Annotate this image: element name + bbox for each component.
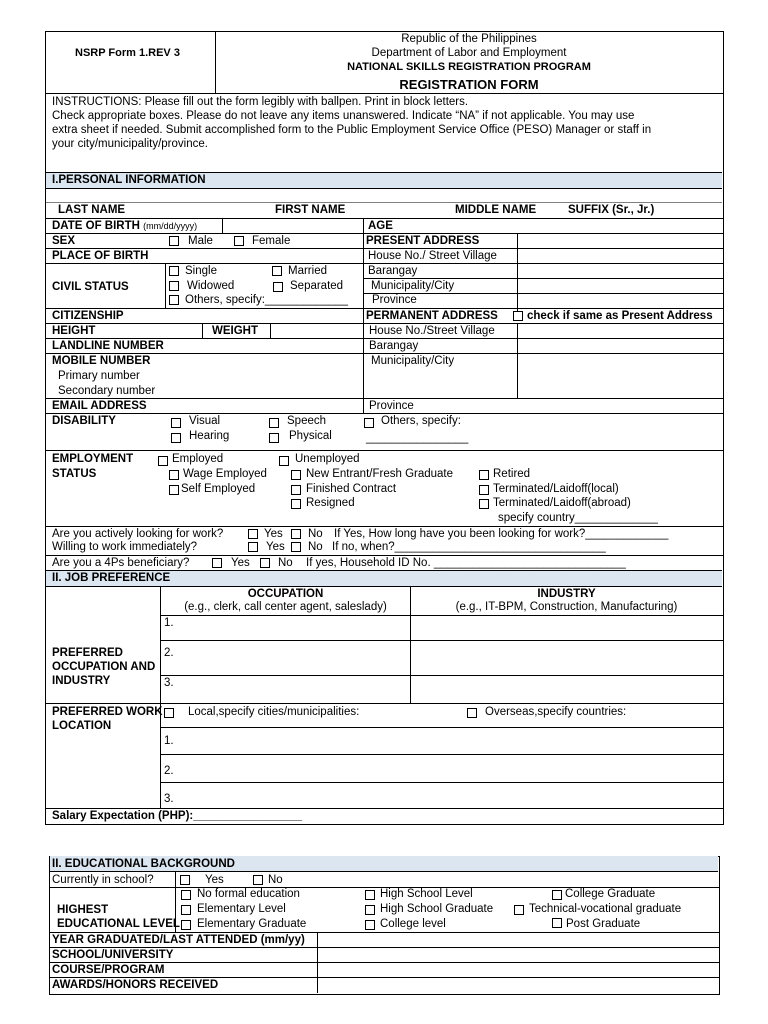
- place-of-birth-label: PLACE OF BIRTH: [52, 250, 149, 262]
- physical-label: Physical: [289, 430, 332, 442]
- looking-for-work-question: Are you actively looking for work?: [52, 528, 224, 540]
- others-disability-checkbox[interactable]: [364, 418, 374, 428]
- preferred-location-label-2: LOCATION: [52, 720, 112, 732]
- barangay-label: Barangay: [368, 265, 418, 277]
- hs-level-checkbox[interactable]: [365, 890, 375, 900]
- row-line: [45, 218, 723, 219]
- row-line: [160, 615, 723, 616]
- job-left-divider: [160, 586, 161, 808]
- row-line: [49, 932, 719, 933]
- house-no-label: House No./ Street Village: [368, 250, 497, 262]
- in-school-no-label: No: [268, 874, 283, 886]
- header-line3: NATIONAL SKILLS REGISTRATION PROGRAM: [347, 61, 591, 73]
- secondary-number-label: Secondary number: [58, 385, 156, 397]
- preferred-occupation-label-3: INDUSTRY: [52, 675, 111, 687]
- row-line: [49, 962, 719, 963]
- fourps-question: Are you a 4Ps beneficiary?: [52, 557, 190, 569]
- municipality2-label: Municipality/City: [371, 355, 455, 367]
- employed-checkbox[interactable]: [158, 456, 168, 466]
- college-grad-checkbox[interactable]: [552, 890, 562, 900]
- row-line: [45, 308, 723, 309]
- preferred-location-label-1: PREFERRED WORK: [52, 706, 163, 718]
- wage-employed-label: Wage Employed: [183, 468, 267, 480]
- hearing-label: Hearing: [189, 430, 230, 442]
- section-job-title: II. JOB PREFERENCE: [52, 572, 171, 584]
- in-school-no-checkbox[interactable]: [253, 875, 263, 885]
- willing-question: Willing to work immediately?: [52, 541, 198, 553]
- municipality-label: Municipality/City: [371, 280, 455, 292]
- currently-in-school-label: Currently in school?: [52, 874, 154, 886]
- highest-edu-label-1: HIGHEST: [57, 904, 109, 916]
- email-label: EMAIL ADDRESS: [52, 400, 147, 412]
- terminated-abroad-label: Terminated/Laidoff(abroad): [493, 497, 631, 509]
- mobile-label: MOBILE NUMBER: [52, 355, 151, 367]
- email-divider: [363, 398, 364, 413]
- speech-label: Speech: [287, 415, 327, 427]
- header-line2: Department of Labor and Employment: [371, 47, 567, 59]
- header-bottom-line: [45, 93, 723, 94]
- post-grad-checkbox[interactable]: [552, 918, 562, 928]
- in-school-yes-label: Yes: [205, 874, 224, 886]
- industry-header: INDUSTRY: [537, 588, 596, 600]
- address-value-divider: [517, 233, 518, 311]
- new-entrant-label: New Entrant/Fresh Graduate: [306, 468, 454, 480]
- terminated-local-label: Terminated/Laidoff(local): [493, 483, 619, 495]
- row-line: [49, 947, 719, 948]
- height-divider: [202, 323, 203, 338]
- instructions-line1: INSTRUCTIONS: Please fill out the form legibly with ballpen. Print in block letters.: [52, 96, 469, 108]
- row-line: [160, 640, 723, 641]
- row-line: [160, 727, 723, 728]
- hs-level-label: High School Level: [380, 888, 473, 900]
- industry-example: (e.g., IT-BPM, Construction, Manufacturing): [455, 601, 678, 613]
- in-school-yes-checkbox[interactable]: [180, 875, 190, 885]
- married-checkbox[interactable]: [272, 266, 282, 276]
- middle-name-label: MIDDLE NAME: [455, 204, 537, 216]
- row-line: [363, 293, 723, 294]
- fourps-yes-label: Yes: [231, 557, 250, 569]
- finished-contract-checkbox[interactable]: [291, 485, 301, 495]
- salary-expectation: Salary Expectation (PHP):_________________: [52, 810, 302, 822]
- location-row-3: 3.: [164, 793, 174, 805]
- college-level-checkbox[interactable]: [365, 920, 375, 930]
- occupation-row-1: 1.: [164, 617, 174, 629]
- willing-yes-checkbox[interactable]: [248, 542, 258, 552]
- resigned-label: Resigned: [306, 497, 355, 509]
- section-education-title: II. EDUCATIONAL BACKGROUND: [52, 858, 235, 870]
- dob-label-text: DATE OF BIRTH: [52, 220, 140, 232]
- landline-label: LANDLINE NUMBER: [52, 340, 164, 352]
- visual-label: Visual: [189, 415, 221, 427]
- civil-status-label: CIVIL STATUS: [52, 281, 129, 293]
- single-checkbox[interactable]: [169, 266, 179, 276]
- widowed-checkbox[interactable]: [169, 281, 179, 291]
- terminated-abroad-checkbox[interactable]: [479, 499, 489, 509]
- dob-label: [52, 220, 197, 233]
- present-address-label: PRESENT ADDRESS: [366, 235, 480, 247]
- house-no2-label: House No./Street Village: [369, 325, 495, 337]
- others-disability-line: ________________: [366, 432, 469, 444]
- elem-grad-checkbox[interactable]: [181, 920, 191, 930]
- others-civil-label: Others, specify:_____________: [185, 294, 349, 306]
- college-level-label: College level: [380, 918, 446, 930]
- willing-no-label: No: [308, 541, 323, 553]
- same-as-present-label: check if same as Present Address: [527, 310, 713, 322]
- fourps-yes-checkbox[interactable]: [212, 558, 222, 568]
- sex-label: SEX: [52, 235, 76, 247]
- highest-edu-label-2: EDUCATIONAL LEVEL: [57, 918, 180, 930]
- occupation-row-2: 2.: [164, 647, 174, 659]
- employment-status-label-1: EMPLOYMENT: [52, 453, 134, 465]
- willing-if-no: If no, when?_________________________________: [332, 541, 606, 553]
- unemployed-checkbox[interactable]: [279, 456, 289, 466]
- college-grad-label: College Graduate: [565, 888, 656, 900]
- looking-yes-checkbox[interactable]: [248, 529, 258, 539]
- row-line: [45, 263, 723, 264]
- overseas-checkbox[interactable]: [467, 708, 477, 718]
- physical-checkbox[interactable]: [269, 433, 279, 443]
- weight-label: WEIGHT: [212, 325, 258, 337]
- location-row-2: 2.: [164, 765, 174, 777]
- wage-employed-checkbox[interactable]: [169, 470, 179, 480]
- row-line: [49, 977, 719, 978]
- address-value-divider-2: [517, 323, 518, 398]
- row-line: [160, 782, 723, 783]
- hearing-checkbox[interactable]: [171, 433, 181, 443]
- dob-format: (mm/dd/yyyy): [143, 221, 198, 231]
- male-checkbox[interactable]: [169, 236, 179, 246]
- row-line: [45, 450, 723, 451]
- form-number: NSRP Form 1.REV 3: [75, 47, 180, 59]
- employed-label: Employed: [172, 453, 224, 465]
- instructions-line2: Check appropriate boxes. Please do not leave any items unanswered. Indicate “NA” if not applicable. You may use: [52, 110, 635, 122]
- occupation-row-3: 3.: [164, 677, 174, 689]
- separated-label: Separated: [290, 280, 344, 292]
- same-as-present-checkbox[interactable]: [513, 311, 523, 321]
- weight-divider: [270, 323, 271, 338]
- terminated-local-checkbox[interactable]: [479, 485, 489, 495]
- elementary-checkbox[interactable]: [181, 905, 191, 915]
- occupation-example: (e.g., clerk, call center agent, saleslady): [184, 601, 387, 613]
- widowed-label: Widowed: [187, 280, 235, 292]
- female-checkbox[interactable]: [234, 236, 244, 246]
- others-civil-checkbox[interactable]: [169, 295, 179, 305]
- preferred-occupation-label-1: PREFERRED: [52, 647, 123, 659]
- row-line: [45, 555, 723, 556]
- no-formal-checkbox[interactable]: [181, 890, 191, 900]
- form-title: REGISTRATION FORM: [399, 77, 539, 92]
- row-line: [45, 233, 723, 234]
- citizenship-label: CITIZENSHIP: [52, 310, 124, 322]
- fourps-no-checkbox[interactable]: [260, 558, 270, 568]
- instructions-line4: your city/municipality/province.: [52, 138, 208, 150]
- row-line: [45, 526, 723, 527]
- looking-yes-label: Yes: [264, 528, 283, 540]
- techvoc-checkbox[interactable]: [514, 905, 524, 915]
- no-formal-label: No formal education: [197, 888, 300, 900]
- female-label: Female: [252, 235, 291, 247]
- specify-country-label: specify country_____________: [498, 512, 658, 524]
- male-label: Male: [188, 235, 213, 247]
- married-label: Married: [288, 265, 327, 277]
- row-line: [45, 398, 723, 399]
- civil-status-divider: [165, 263, 166, 308]
- row-line: [363, 278, 723, 279]
- height-label: HEIGHT: [52, 325, 96, 337]
- speech-checkbox[interactable]: [269, 418, 279, 428]
- visual-checkbox[interactable]: [171, 418, 181, 428]
- techvoc-label: Technical-vocational graduate: [529, 903, 682, 915]
- school-label: SCHOOL/UNIVERSITY: [52, 949, 174, 961]
- row-line: [45, 413, 723, 414]
- row-line: [45, 353, 723, 354]
- last-name-label: LAST NAME: [58, 204, 126, 216]
- permanent-address-label: PERMANENT ADDRESS: [366, 310, 498, 322]
- resigned-checkbox[interactable]: [291, 499, 301, 509]
- single-label: Single: [185, 265, 217, 277]
- location-row-1: 1.: [164, 735, 174, 747]
- row-line: [45, 323, 723, 324]
- section-personal-title: I.PERSONAL INFORMATION: [52, 174, 206, 186]
- fourps-no-label: No: [278, 557, 293, 569]
- post-grad-label: Post Graduate: [566, 918, 641, 930]
- willing-yes-label: Yes: [266, 541, 285, 553]
- hs-grad-label: High School Graduate: [380, 903, 494, 915]
- header-line1: Republic of the Philippines: [401, 33, 537, 45]
- hs-grad-checkbox[interactable]: [365, 905, 375, 915]
- elementary-label: Elementary Level: [197, 903, 286, 915]
- new-entrant-checkbox[interactable]: [291, 470, 301, 480]
- row-line: [160, 675, 723, 676]
- row-line: [45, 703, 723, 704]
- instructions-line3: extra sheet if needed. Submit accomplished form to the Public Employment Service Office (PESO) Manager or staff in: [52, 124, 652, 136]
- looking-no-checkbox[interactable]: [291, 529, 301, 539]
- household-id-label: If yes, Household ID No. ______________________________: [306, 557, 626, 569]
- disability-label: DISABILITY: [52, 415, 116, 427]
- row-line: [45, 338, 723, 339]
- elem-grad-label: Elementary Graduate: [197, 918, 307, 930]
- province-label: Province: [372, 294, 417, 306]
- awards-label: AWARDS/HONORS RECEIVED: [52, 979, 219, 991]
- looking-no-label: No: [308, 528, 323, 540]
- row-line: [45, 808, 723, 809]
- row-line: [45, 248, 723, 249]
- overseas-label: Overseas,specify countries:: [485, 706, 627, 718]
- retired-checkbox[interactable]: [479, 470, 489, 480]
- course-label: COURSE/PROGRAM: [52, 964, 165, 976]
- barangay2-label: Barangay: [369, 340, 419, 352]
- age-label: AGE: [368, 220, 393, 232]
- suffix-label: SUFFIX (Sr., Jr.): [568, 204, 655, 216]
- name-dashed-line: [46, 202, 722, 203]
- province2-label: Province: [369, 400, 414, 412]
- willing-no-checkbox[interactable]: [291, 542, 301, 552]
- year-graduated-label: YEAR GRADUATED/LAST ATTENDED (mm/yy): [52, 934, 305, 946]
- others-disability-label: Others, specify:: [381, 415, 461, 427]
- retired-label: Retired: [493, 468, 531, 480]
- employment-status-label-2: STATUS: [52, 468, 97, 480]
- first-name-label: FIRST NAME: [275, 204, 346, 216]
- local-label: Local,specify cities/municipalities:: [188, 706, 360, 718]
- primary-number-label: Primary number: [58, 370, 140, 382]
- looking-how-long: If Yes, How long have you been looking for work?_____________: [334, 528, 669, 540]
- row-line: [160, 754, 723, 755]
- unemployed-label: Unemployed: [295, 453, 360, 465]
- occupation-header: OCCUPATION: [247, 588, 324, 600]
- self-employed-checkbox[interactable]: [169, 485, 179, 495]
- self-employed-label: Self Employed: [181, 483, 256, 495]
- local-checkbox[interactable]: [164, 708, 174, 718]
- preferred-occupation-label-2: OCCUPATION AND: [52, 661, 156, 673]
- finished-contract-label: Finished Contract: [306, 483, 397, 495]
- separated-checkbox[interactable]: [273, 282, 283, 292]
- dob-divider: [222, 218, 223, 234]
